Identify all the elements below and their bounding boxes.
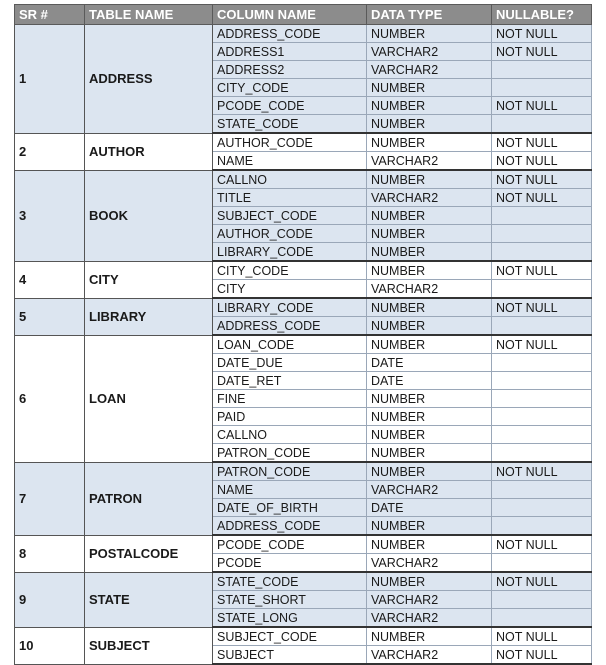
nullable-cell: NOT NULL [492, 170, 592, 189]
nullable-cell [492, 426, 592, 444]
table-name-cell: CITY [85, 261, 213, 298]
column-name-cell: LIBRARY_CODE [213, 298, 367, 317]
header-nullable: NULLABLE? [492, 5, 592, 25]
column-name-cell: STATE_CODE [213, 572, 367, 591]
column-name-cell: STATE_CODE [213, 115, 367, 134]
sr-number-cell: 6 [15, 335, 85, 462]
nullable-cell [492, 408, 592, 426]
schema-table [14, 4, 592, 665]
column-name-cell: NAME [213, 152, 367, 171]
table-name-cell: LIBRARY [85, 298, 213, 335]
header-column-name: COLUMN NAME [213, 5, 367, 25]
column-name-cell: PATRON_CODE [213, 444, 367, 463]
table-group [15, 261, 592, 298]
table-name-cell: AUTHOR [85, 133, 213, 170]
nullable-cell: NOT NULL [492, 97, 592, 115]
column-name-cell: AUTHOR_CODE [213, 225, 367, 243]
table-row [15, 170, 592, 189]
column-name-cell: NAME [213, 481, 367, 499]
nullable-cell [492, 280, 592, 299]
column-name-cell: SUBJECT [213, 646, 367, 665]
sr-number-cell: 3 [15, 170, 85, 261]
nullable-cell [492, 79, 592, 97]
nullable-cell [492, 61, 592, 79]
column-name-cell: PCODE_CODE [213, 97, 367, 115]
table-group [15, 335, 592, 462]
nullable-cell [492, 225, 592, 243]
nullable-cell [492, 517, 592, 536]
data-type-cell: VARCHAR2 [367, 591, 492, 609]
data-type-cell: NUMBER [367, 444, 492, 463]
table-row [15, 462, 592, 481]
column-name-cell: CITY [213, 280, 367, 299]
table-name-cell: STATE [85, 572, 213, 627]
data-type-cell: NUMBER [367, 426, 492, 444]
data-type-cell: NUMBER [367, 207, 492, 225]
table-group [15, 462, 592, 535]
sr-number-cell: 5 [15, 298, 85, 335]
header-sr: SR # [15, 5, 85, 25]
nullable-cell [492, 115, 592, 134]
column-name-cell: DATE_OF_BIRTH [213, 499, 367, 517]
column-name-cell: ADDRESS1 [213, 43, 367, 61]
column-name-cell: SUBJECT_CODE [213, 627, 367, 646]
table-row [15, 627, 592, 646]
nullable-cell: NOT NULL [492, 462, 592, 481]
data-type-cell: NUMBER [367, 627, 492, 646]
column-name-cell: TITLE [213, 189, 367, 207]
data-type-cell: NUMBER [367, 79, 492, 97]
data-type-cell: NUMBER [367, 25, 492, 43]
header-row [15, 5, 592, 25]
table-group [15, 535, 592, 572]
data-type-cell: DATE [367, 499, 492, 517]
data-type-cell: VARCHAR2 [367, 152, 492, 171]
table-name-cell: PATRON [85, 462, 213, 535]
data-type-cell: VARCHAR2 [367, 43, 492, 61]
column-name-cell: ADDRESS_CODE [213, 517, 367, 536]
data-type-cell: NUMBER [367, 298, 492, 317]
data-type-cell: NUMBER [367, 572, 492, 591]
table-row [15, 261, 592, 280]
table-group [15, 627, 592, 664]
nullable-cell [492, 354, 592, 372]
column-name-cell: AUTHOR_CODE [213, 133, 367, 152]
nullable-cell: NOT NULL [492, 535, 592, 554]
nullable-cell: NOT NULL [492, 646, 592, 665]
table-name-cell: SUBJECT [85, 627, 213, 664]
data-type-cell: NUMBER [367, 317, 492, 336]
nullable-cell [492, 609, 592, 628]
data-type-cell: VARCHAR2 [367, 609, 492, 628]
column-name-cell: ADDRESS2 [213, 61, 367, 79]
sr-number-cell: 10 [15, 627, 85, 664]
data-type-cell: NUMBER [367, 115, 492, 134]
nullable-cell [492, 481, 592, 499]
schema-document [14, 4, 592, 665]
data-type-cell: NUMBER [367, 517, 492, 536]
column-name-cell: CALLNO [213, 170, 367, 189]
sr-number-cell: 8 [15, 535, 85, 572]
nullable-cell [492, 207, 592, 225]
sr-number-cell: 4 [15, 261, 85, 298]
column-name-cell: LIBRARY_CODE [213, 243, 367, 262]
data-type-cell: NUMBER [367, 170, 492, 189]
nullable-cell [492, 390, 592, 408]
data-type-cell: VARCHAR2 [367, 646, 492, 665]
header-data-type: DATA TYPE [367, 5, 492, 25]
table-name-cell: BOOK [85, 170, 213, 261]
nullable-cell: NOT NULL [492, 152, 592, 171]
column-name-cell: DATE_RET [213, 372, 367, 390]
data-type-cell: NUMBER [367, 243, 492, 262]
data-type-cell: NUMBER [367, 335, 492, 354]
nullable-cell [492, 372, 592, 390]
data-type-cell: NUMBER [367, 261, 492, 280]
data-type-cell: NUMBER [367, 462, 492, 481]
data-type-cell: NUMBER [367, 535, 492, 554]
data-type-cell: NUMBER [367, 225, 492, 243]
nullable-cell: NOT NULL [492, 25, 592, 43]
table-group [15, 572, 592, 627]
table-row [15, 133, 592, 152]
nullable-cell: NOT NULL [492, 335, 592, 354]
table-row [15, 572, 592, 591]
data-type-cell: DATE [367, 372, 492, 390]
nullable-cell: NOT NULL [492, 298, 592, 317]
table-group [15, 133, 592, 170]
sr-number-cell: 2 [15, 133, 85, 170]
column-name-cell: DATE_DUE [213, 354, 367, 372]
header-table-name: TABLE NAME [85, 5, 213, 25]
column-name-cell: SUBJECT_CODE [213, 207, 367, 225]
data-type-cell: VARCHAR2 [367, 280, 492, 299]
nullable-cell: NOT NULL [492, 572, 592, 591]
nullable-cell [492, 591, 592, 609]
column-name-cell: CITY_CODE [213, 79, 367, 97]
column-name-cell: CITY_CODE [213, 261, 367, 280]
nullable-cell: NOT NULL [492, 261, 592, 280]
data-type-cell: VARCHAR2 [367, 61, 492, 79]
column-name-cell: FINE [213, 390, 367, 408]
column-name-cell: PCODE_CODE [213, 535, 367, 554]
data-type-cell: NUMBER [367, 97, 492, 115]
column-name-cell: PAID [213, 408, 367, 426]
nullable-cell [492, 243, 592, 262]
table-group [15, 25, 592, 134]
column-name-cell: STATE_SHORT [213, 591, 367, 609]
table-row [15, 25, 592, 43]
nullable-cell [492, 317, 592, 336]
column-name-cell: CALLNO [213, 426, 367, 444]
column-name-cell: STATE_LONG [213, 609, 367, 628]
nullable-cell: NOT NULL [492, 43, 592, 61]
column-name-cell: LOAN_CODE [213, 335, 367, 354]
sr-number-cell: 9 [15, 572, 85, 627]
sr-number-cell: 1 [15, 25, 85, 134]
table-group [15, 298, 592, 335]
column-name-cell: ADDRESS_CODE [213, 25, 367, 43]
table-row [15, 298, 592, 317]
nullable-cell: NOT NULL [492, 627, 592, 646]
table-row [15, 335, 592, 354]
data-type-cell: DATE [367, 354, 492, 372]
column-name-cell: PCODE [213, 554, 367, 573]
table-name-cell: POSTALCODE [85, 535, 213, 572]
nullable-cell [492, 499, 592, 517]
data-type-cell: NUMBER [367, 390, 492, 408]
data-type-cell: NUMBER [367, 408, 492, 426]
nullable-cell [492, 444, 592, 463]
data-type-cell: NUMBER [367, 133, 492, 152]
data-type-cell: VARCHAR2 [367, 481, 492, 499]
column-name-cell: PATRON_CODE [213, 462, 367, 481]
nullable-cell [492, 554, 592, 573]
nullable-cell: NOT NULL [492, 189, 592, 207]
data-type-cell: VARCHAR2 [367, 189, 492, 207]
sr-number-cell: 7 [15, 462, 85, 535]
table-group [15, 170, 592, 261]
nullable-cell: NOT NULL [492, 133, 592, 152]
table-name-cell: ADDRESS [85, 25, 213, 134]
column-name-cell: ADDRESS_CODE [213, 317, 367, 336]
table-row [15, 535, 592, 554]
table-name-cell: LOAN [85, 335, 213, 462]
data-type-cell: VARCHAR2 [367, 554, 492, 573]
